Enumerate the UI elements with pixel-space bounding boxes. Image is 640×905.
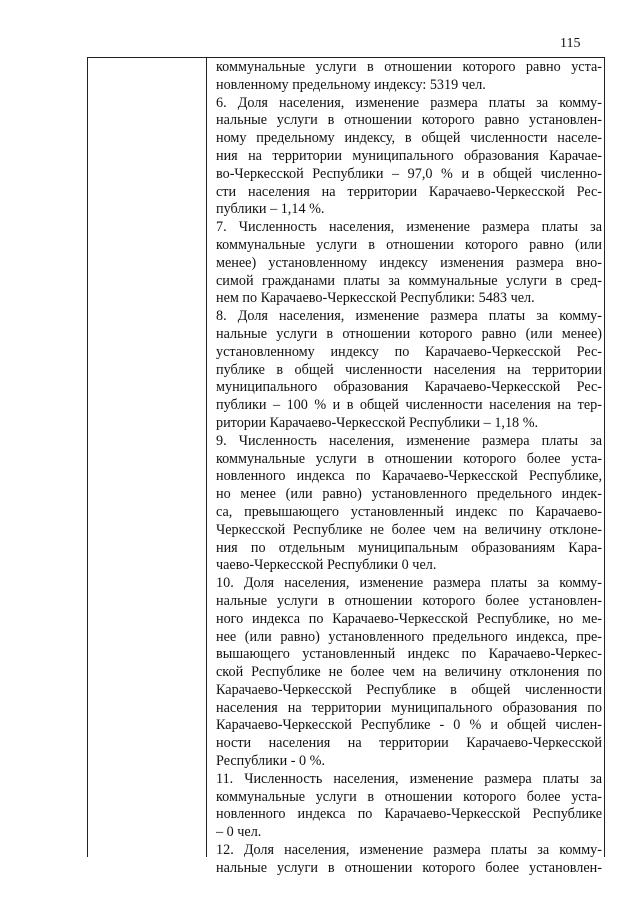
text-line: ного индекса по Карачаево-Черкесской Республике, но ме-: [216, 610, 602, 627]
text-line: коммунальные услуги в отношении которого равно уста-: [216, 59, 602, 75]
text-line: нее (или равно) установленного предельного индекса, пре-: [216, 628, 602, 645]
text-line: во-Черкесской Республики – 97,0 % и в общей численно-: [216, 165, 602, 182]
text-line: вышающего установленный индекс по Карачаево-Черкес-: [216, 646, 602, 663]
text-line: ской Республике не более чем на величину отклонения по: [216, 664, 602, 681]
text-line: менее) установленному индексу изменения размера вно-: [216, 254, 602, 271]
column-divider: [206, 58, 207, 857]
text-line: 12. Доля населения, изменение размера платы за комму-: [216, 842, 602, 859]
text-line: ности населения на территории Карачаево-Черкесской: [216, 735, 602, 752]
text-line: 7. Численность населения, изменение размера платы за: [216, 219, 602, 236]
text-line: симой гражданами платы за коммунальные услуги в сред-: [216, 272, 602, 289]
text-line: 10. Доля населения, изменение размера платы за комму-: [216, 575, 602, 592]
text-line: – 0 чел.: [216, 824, 262, 841]
text-line: ния по отдельным муниципальным образованиям Кара-: [216, 539, 602, 556]
text-line: новленному предельному индексу: 5319 чел.: [216, 76, 486, 93]
text-line: Республики - 0 %.: [216, 753, 325, 770]
table-right-column: [216, 59, 602, 878]
text-line: населения на территории муниципального образования по: [216, 699, 602, 716]
text-line: нальные услуги в отношении которого более установлен-: [216, 592, 602, 609]
text-line: коммунальные услуги в отношении которого более уста-: [216, 788, 602, 805]
text-line: публики – 1,14 %.: [216, 201, 325, 218]
text-line: ному предельному индексу, в общей численности населе-: [216, 130, 602, 147]
text-line: коммунальные услуги в отношении которого более уста-: [216, 450, 602, 467]
text-line: 9. Численность населения, изменение размера платы за: [216, 432, 602, 449]
text-line: муниципального образования Карачаево-Черкесской Рес-: [216, 379, 602, 396]
text-line: но менее (или равно) установленного предельного индек-: [216, 486, 602, 503]
text-line: ния на территории муниципального образования Карачае-: [216, 147, 602, 164]
text-line: коммунальные услуги в отношении которого равно (или: [216, 236, 602, 253]
text-line: 6. Доля населения, изменение размера платы за комму-: [216, 94, 602, 111]
text-line: 11. Численность населения, изменение размера платы за: [216, 770, 602, 787]
text-line: 8. Доля населения, изменение размера платы за комму-: [216, 308, 602, 325]
document-table: [87, 57, 605, 876]
text-line: публике в общей численности населения на территории: [216, 361, 602, 378]
text-line: публики – 100 % и в общей численности населения на тер-: [216, 397, 602, 414]
text-line: Карачаево-Черкесской Республике в общей численности: [216, 681, 602, 698]
text-line: нальные услуги в отношении которого более установлен-: [216, 859, 602, 876]
text-line: новленного индекса по Карачаево-Черкесской Республике,: [216, 468, 602, 485]
text-line: нальные услуги в отношении которого равно установлен-: [216, 112, 602, 129]
text-line: чаево-Черкесской Республики 0 чел.: [216, 557, 437, 574]
page-number: 115: [560, 36, 581, 51]
text-line: ритории Карачаево-Черкесской Республики – 1,18 %.: [216, 414, 539, 431]
text-line: новленного индекса по Карачаево-Черкесской Республике: [216, 806, 602, 823]
text-line: са, превышающего установленный индекс по Карачаево-: [216, 503, 602, 520]
text-line: сти населения на территории Карачаево-Черкесской Рес-: [216, 183, 602, 200]
text-line: нальные услуги в отношении которого равно (или менее): [216, 325, 602, 342]
text-line: Карачаево-Черкесской Республике - 0 % и общей числен-: [216, 717, 602, 734]
text-line: установленному индексу по Карачаево-Черкесской Рес-: [216, 343, 602, 360]
text-line: нем по Карачаево-Черкесской Республики: 5483 чел.: [216, 290, 535, 307]
text-line: Черкесской Республике не более чем на величину отклоне-: [216, 521, 602, 538]
